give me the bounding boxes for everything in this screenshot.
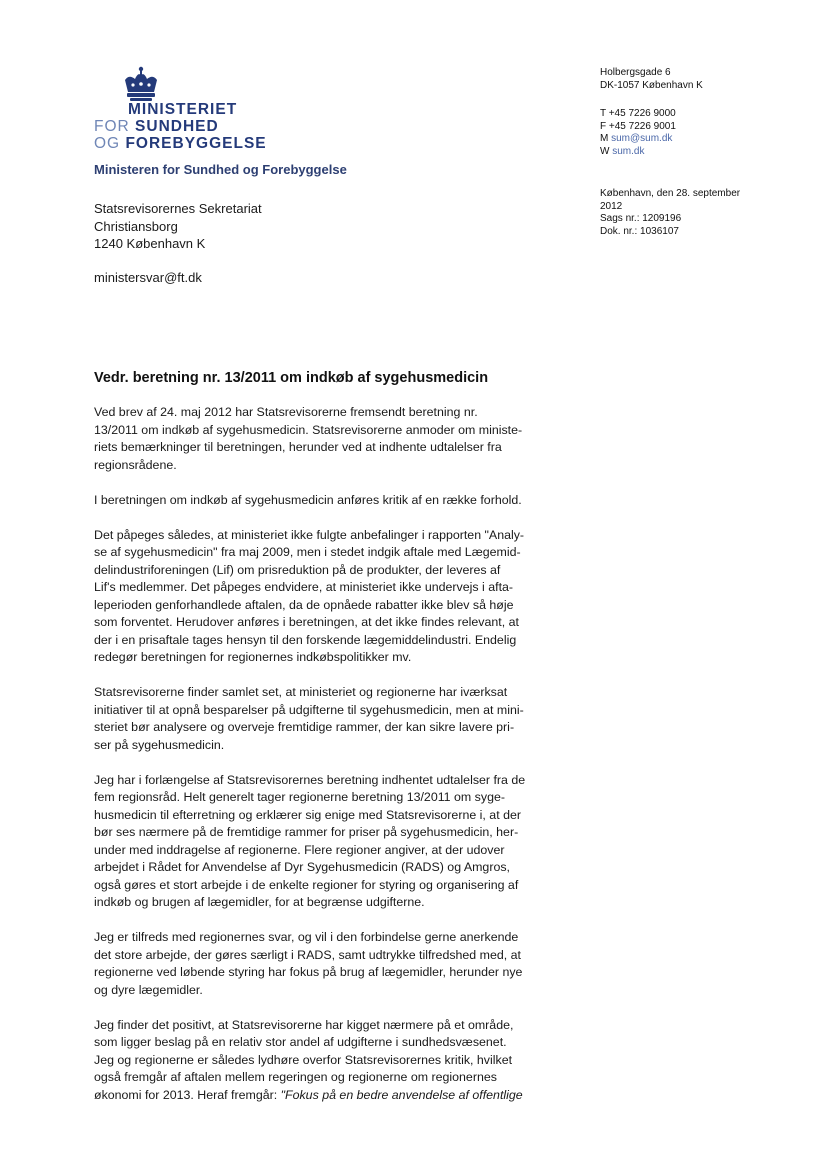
recipient-email: ministersvar@ft.dk [94,270,202,285]
crown-icon [121,66,161,102]
body-line: riets bemærkninger til beretningen, herunder ved at indhente udtalelser fra [94,440,502,454]
logo-text-for: FOR [94,118,130,135]
body-line: husmedicin til efterretning og erklærer sig enige med Statsrevisorerne i, at der [94,807,521,822]
body-line: indkøb og brugen af lægemidler, for at begrænse udgifterne. [94,895,425,909]
body-line [94,1087,564,1105]
letter-meta [600,188,740,238]
logo-text-forebyggelse-word: FOREBYGGELSE [125,135,267,152]
letter-body [94,404,564,1122]
logo-text-sundhed-word: SUNDHED [135,118,219,135]
sender-web-row [600,146,676,159]
paragraph-6 [94,929,564,999]
body-line: det store arbejde, der gøres særligt i RADS, samt udtrykke tilfredshed med, at [94,947,521,962]
recipient-line: Christiansborg [94,218,178,234]
body-line: som ligger beslag på en relativ stor andel af udgifterne i sundhedsvæsenet. [94,1035,507,1049]
paragraph-5 [94,772,564,912]
paragraph-4 [94,684,564,754]
sender-street: Holbergsgade 6 [600,67,671,78]
body-line-plain: økonomi for 2013. Heraf fremgår: [94,1087,281,1102]
recipient-address [94,200,262,253]
sender-contact [600,108,676,158]
body-line: Det påpeges således, at ministeriet ikke fulgte anbefalinger i rapporten "Analy- [94,527,525,542]
place-date-year: 2012 [600,200,623,212]
body-line: bør ses nærmere på de fremtidige rammer for priser på sygehusmedicin, her- [94,825,519,839]
sender-mail-link[interactable]: sum@sum.dk [611,133,673,145]
body-line: ser på sygehusmedicin. [94,737,225,752]
place-date: København, den 28. september [600,188,741,199]
logo-text-forebyggelse [94,135,267,153]
body-line: Jeg finder det positivt, at Statsrevisorerne har kigget nærmere på et område, [94,1017,514,1032]
paragraph-7 [94,1017,564,1105]
body-line: Jeg har i forlængelse af Statsrevisorernes beretning indhentet udtalelser fra de [94,772,526,787]
paragraph-2 [94,492,564,510]
body-line: se af sygehusmedicin" fra maj 2009, men i stedet indgik aftale med Lægemid- [94,545,521,559]
sender-city: DK-1057 København K [600,79,703,91]
body-line: delindustriforeningen (Lif) om prisreduktion på de produkter, der leveres af [94,562,501,577]
body-line: Ved brev af 24. maj 2012 har Statsrevisorerne fremsendt beretning nr. [94,405,478,419]
body-quote: "Fokus på en bedre anvendelse af offentlige [280,1087,523,1102]
paragraph-1 [94,404,564,474]
body-line: fem regionsråd. Helt generelt tager regionerne beretning 13/2011 om syge- [94,790,505,804]
body-line: som forventet. Herudover anføres i beretningen, at det ikke findes relevant, at [94,615,519,629]
sender-address [600,67,703,92]
sender-web-prefix: W [600,145,610,157]
recipient-line: Statsrevisorernes Sekretariat [94,201,262,216]
sender-mail-row [600,133,676,146]
letter-subject: Vedr. beretning nr. 13/2011 om indkøb af sygehusmedicin [94,370,489,386]
body-line: Statsrevisorerne finder samlet set, at ministeriet og regionerne har iværksat [94,685,508,699]
body-line: regionsrådene. [94,457,177,472]
body-line: arbejdet i Rådet for Anvendelse af Dyr Sygehusmedicin (RADS) og Amgros, [94,860,510,874]
body-line: Jeg er tilfreds med regionernes svar, og vil i den forbindelse gerne anerkende [94,930,519,944]
case-number: Sags nr.: 1209196 [600,213,682,225]
body-line: steriet bør analysere og overveje fremtidige rammer, der kan sikre lavere pri- [94,720,515,734]
sender-mail-prefix: M [600,133,609,145]
recipient-line: 1240 København K [94,236,206,251]
logo-text-ministeriet: MINISTERIET [128,101,238,118]
logo-text-og: OG [94,135,121,152]
logo-text-sundhed [94,118,219,136]
body-line: Lif's medlemmer. Det påpeges endvidere, at ministeriet ikke undervejs i afta- [94,580,514,594]
sender-phone: T +45 7226 9000 [600,108,676,119]
body-line: initiativer til at opnå besparelser på udgifterne til sygehusmedicin, men at mini- [94,702,524,717]
body-line: redegør beretningen for regionernes indkøbspolitikker mv. [94,650,412,664]
doc-number: Dok. nr.: 1036107 [600,225,679,237]
body-line: 13/2011 om indkøb af sygehusmedicin. Statsrevisorerne anmoder om ministe- [94,422,523,437]
minister-title: Ministeren for Sundhed og Forebyggelse [94,162,347,177]
body-line: også fremgår af aftalen mellem regeringen og regionerne om regionernes [94,1070,497,1084]
sender-web-link[interactable]: sum.dk [612,145,645,157]
body-line: regionerne ved løbende styring har fokus på brug af lægemidler, herunder nye [94,965,523,979]
body-line: under med inddragelse af regionerne. Flere regioner angiver, at der udover [94,842,505,857]
body-line: også gøres et stort arbejde i de enkelte regioner for styring og organisering af [94,877,519,892]
body-line: der i en prisaftale tages hensyn til den forskende lægemiddelindustri. Endelig [94,632,517,647]
body-line: leperioden genforhandlede aftalen, da de opnåede rabatter ikke blev så høje [94,597,514,612]
body-line: Jeg og regionerne er således lydhøre overfor Statsrevisorernes kritik, hvilket [94,1052,513,1067]
paragraph-3 [94,527,564,667]
body-line: og dyre lægemidler. [94,982,203,997]
body-line: I beretningen om indkøb af sygehusmedicin anføres kritik af en række forhold. [94,492,522,507]
sender-fax: F +45 7226 9001 [600,120,676,132]
